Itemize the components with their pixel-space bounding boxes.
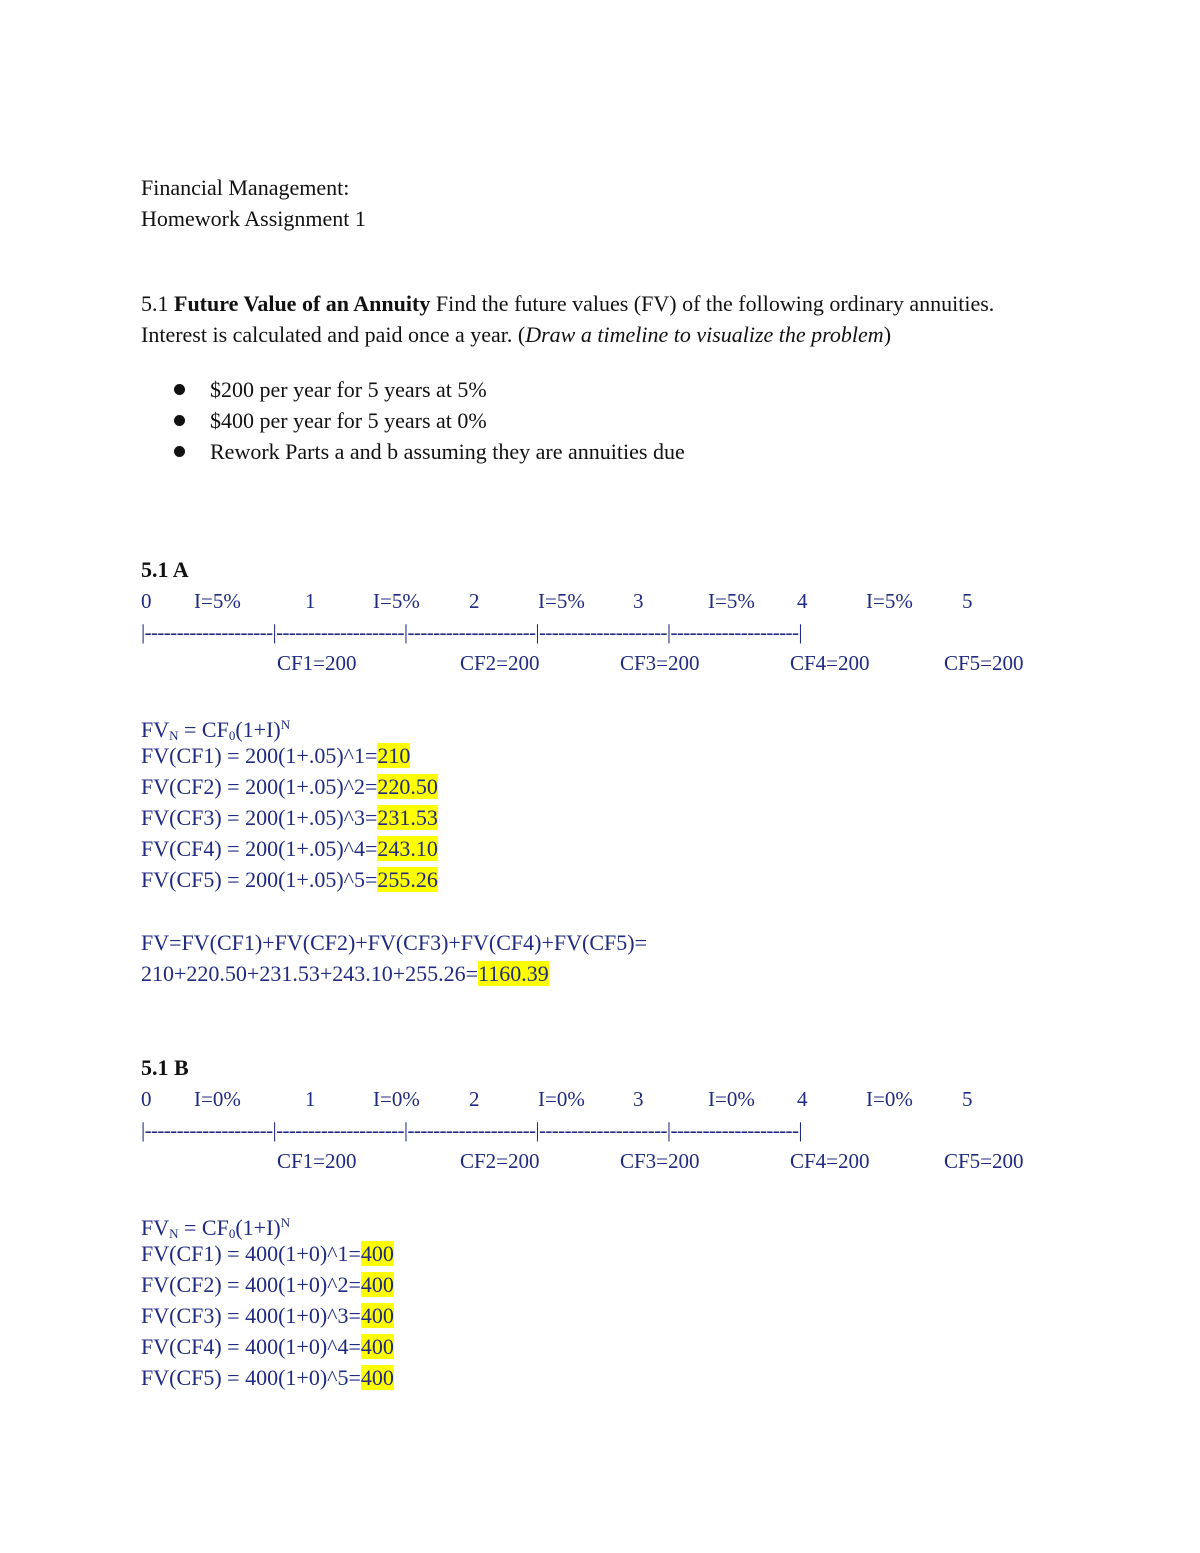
calc-line [141,804,438,832]
formula-sub: 0 [228,728,236,743]
calc-expr: FV(CF2) = 400(1+0)^2= [141,1272,361,1297]
timeline-period: 1 [305,1087,316,1111]
calc-line [141,742,410,770]
timeline-cashflow: CF2=200 [460,1149,540,1173]
timeline-cashflow: CF5=200 [944,1149,1024,1173]
timeline-period: 5 [962,1087,973,1111]
problem-text-1: Find the future values (FV) of the following ordinary annuities. [435,291,995,316]
bullet-item: Rework Parts a and b assuming they are annuities due [210,439,685,464]
calc-expr: FV(CF4) = 200(1+.05)^4= [141,836,378,861]
formula-cf: = CF [178,717,229,742]
timeline-period: 0 [141,1087,152,1111]
problem-text-end: ) [883,322,892,347]
timeline-rate: I=0% [866,1087,913,1111]
formula-sup: N [280,1215,291,1230]
calc-line [141,835,438,863]
timeline-period: 0 [141,589,152,613]
timeline-period: 3 [633,1087,644,1111]
calc-line [141,1333,394,1361]
timeline-cashflow: CF5=200 [944,651,1024,675]
timeline-rate: I=5% [538,589,585,613]
calc-expr: FV(CF3) = 400(1+0)^3= [141,1303,361,1328]
problem-title: Future Value of an Annuity [174,291,431,316]
calc-result: 400 [360,1272,394,1297]
part-a-heading: 5.1 A [141,557,189,582]
calc-expr: FV(CF4) = 400(1+0)^4= [141,1334,361,1359]
timeline-rate: I=5% [866,589,913,613]
timeline-rate: I=5% [194,589,241,613]
timeline-period: 3 [633,589,644,613]
timeline-period: 4 [797,589,808,613]
bullet-item: $400 per year for 5 years at 0% [210,408,487,433]
formula-sub: N [169,1226,179,1241]
calc-line [141,1240,394,1268]
calc-expr: FV(CF2) = 200(1+.05)^2= [141,774,378,799]
timeline-line: |--------------------|--------------------|--------------------|--------------------|--------------------| [141,1118,802,1142]
timeline-rate: I=0% [538,1087,585,1111]
timeline-rate: I=5% [373,589,420,613]
calc-line [141,1364,394,1392]
timeline-rate: I=5% [708,589,755,613]
calc-line [141,1302,394,1330]
assignment-title: Homework Assignment 1 [141,206,366,231]
bullet-item: $200 per year for 5 years at 5% [210,377,487,402]
formula-fv: FV [141,717,170,742]
sum-line: FV=FV(CF1)+FV(CF2)+FV(CF3)+FV(CF4)+FV(CF5)= [141,930,647,955]
calc-expr: FV(CF5) = 400(1+0)^5= [141,1365,361,1390]
timeline-cashflow: CF3=200 [620,1149,700,1173]
formula-fv: FV [141,1215,170,1240]
problem-statement-line1 [141,290,994,318]
timeline-line: |--------------------|--------------------|--------------------|--------------------|--------------------| [141,620,802,644]
calc-line [141,1271,394,1299]
calc-line [141,773,438,801]
calc-result: 400 [360,1303,394,1328]
calc-result: 220.50 [377,774,438,799]
sum-result: 1160.39 [478,961,549,986]
calc-expr: FV(CF1) = 200(1+.05)^1= [141,743,378,768]
timeline-period: 5 [962,589,973,613]
timeline-cashflow: CF4=200 [790,1149,870,1173]
timeline-cashflow: CF1=200 [277,651,357,675]
problem-text-2: Interest is calculated and paid once a year. ( [141,322,526,347]
calc-result: 243.10 [377,836,438,861]
course-title: Financial Management: [141,175,350,200]
problem-statement-line2 [141,321,891,349]
timeline-rate: I=0% [194,1087,241,1111]
problem-text-italic: Draw a timeline to visualize the problem [525,322,884,347]
timeline-cashflow: CF2=200 [460,651,540,675]
timeline-rate: I=0% [708,1087,755,1111]
sum-expr: 210+220.50+231.53+243.10+255.26= [141,961,479,986]
calc-result: 400 [360,1334,394,1359]
timeline-period: 2 [469,589,480,613]
formula-sup: N [280,717,291,732]
bullet-icon [174,446,185,457]
bullet-icon [174,384,185,395]
formula-paren: (1+I) [235,717,281,742]
calc-expr: FV(CF3) = 200(1+.05)^3= [141,805,378,830]
timeline-rate: I=0% [373,1087,420,1111]
timeline-cashflow: CF4=200 [790,651,870,675]
calc-line [141,866,438,894]
calc-result: 210 [377,743,411,768]
formula-sub: N [169,728,179,743]
formula-sub: 0 [228,1226,236,1241]
part-b-heading: 5.1 B [141,1055,189,1080]
calc-result: 255.26 [377,867,438,892]
bullet-icon [174,415,185,426]
timeline-period: 1 [305,589,316,613]
calc-result: 400 [360,1241,394,1266]
timeline-cashflow: CF3=200 [620,651,700,675]
formula-paren: (1+I) [235,1215,281,1240]
calc-expr: FV(CF1) = 400(1+0)^1= [141,1241,361,1266]
calc-result: 231.53 [377,805,438,830]
timeline-period: 4 [797,1087,808,1111]
timeline-period: 2 [469,1087,480,1111]
calc-expr: FV(CF5) = 200(1+.05)^5= [141,867,378,892]
formula-cf: = CF [178,1215,229,1240]
problem-number: 5.1 [141,291,169,316]
sum-line [141,960,549,988]
calc-result: 400 [360,1365,394,1390]
timeline-cashflow: CF1=200 [277,1149,357,1173]
